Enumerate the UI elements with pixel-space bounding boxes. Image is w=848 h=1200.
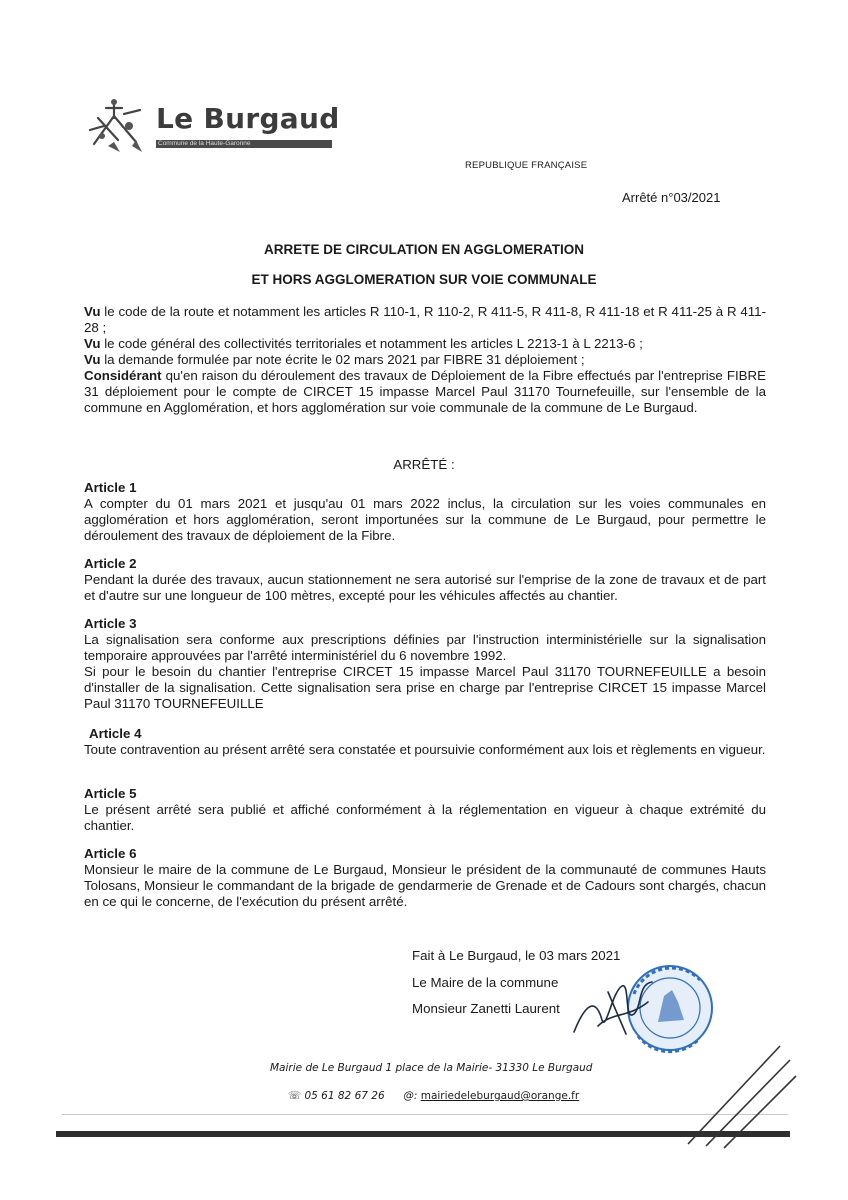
article-3 — [84, 616, 766, 712]
signature-name: Monsieur Zanetti Laurent — [412, 1001, 560, 1016]
article-title: Article 2 — [84, 556, 137, 571]
decree-title-line-1: ARRETE DE CIRCULATION EN AGGLOMERATION — [264, 242, 584, 257]
article-paragraph: A compter du 01 mars 2021 et jusqu'au 01 mars 2022 inclus, la circulation sur les voies communales en agglomération et hors agglomération, seront importunées sur la commune de Le Burgaud, pour permettre le déroulement des travaux de déploiement de la Fibre. — [84, 496, 766, 543]
preamble-lead: Vu — [84, 336, 101, 351]
email-label: @: — [403, 1090, 418, 1102]
article-paragraph: La signalisation sera conforme aux prescriptions définies par l'instruction interministérielle sur la signalisation temporaire approuvées par l'arrêté interministériel du 6 novembre 1992. — [84, 632, 766, 663]
preamble-item — [84, 304, 766, 336]
logo-title: Le Burgaud — [156, 102, 340, 135]
decree-number: Arrêté n°03/2021 — [622, 190, 721, 205]
phone-icon: ☏ — [288, 1090, 302, 1102]
municipality-logo — [84, 96, 340, 156]
article-paragraph: Si pour le besoin du chantier l'entreprise CIRCET 15 impasse Marcel Paul 31170 TOURNEFEUILLE a besoin d'installer de la signalisation. Cette signalisation sera prise en charge par l'entreprise CIRCET 15 impasse Marcel Paul 31170 TOURNEFEUILLE — [84, 664, 766, 711]
article-paragraph: Monsieur le maire de la commune de Le Burgaud, Monsieur le président de la communauté de communes Hauts Tolosans, Monsieur le commandant de la brigade de gendarmerie de Grenade et de Cadours sont chargés, chacun en ce qui le concerne, de l'exécution du présent arrêté. — [84, 862, 766, 909]
preamble-lead: Vu — [84, 304, 101, 319]
article-2 — [84, 556, 766, 604]
article-1 — [84, 480, 766, 544]
coat-of-arms-icon — [84, 96, 150, 156]
logo-tagline: Commune de la Haute-Garonne — [156, 140, 332, 148]
preamble-text: qu'en raison du déroulement des travaux de Déploiement de la Fibre effectués par l'entreprise FIBRE 31 déploiement pour le compte de CIRCET 15 impasse Marcel Paul 31170 Tournefeuille, sur l'ensemble de la commune en Agglomération, et hors agglomération sur voie communale de la commune de Le Burgaud. — [84, 368, 766, 415]
preamble-text: la demande formulée par note écrite le 02 mars 2021 par FIBRE 31 déploiement ; — [100, 352, 585, 367]
preamble-lead: Considérant — [84, 368, 162, 383]
preamble-lead: Vu — [84, 352, 101, 367]
footer-address: Mairie de Le Burgaud 1 place de la Mairie- 31330 Le Burgaud — [270, 1062, 593, 1074]
footer-email-link[interactable]: mairiedeleburgaud@orange.fr — [420, 1090, 580, 1102]
decorative-strokes-icon — [680, 1040, 800, 1150]
article-paragraph: Le présent arrêté sera publié et affiché conformément à la réglementation en vigueur à chaque extrémité du chantier. — [84, 802, 766, 833]
decree-heading: ARRÊTÉ : — [393, 457, 455, 472]
article-paragraph: Toute contravention au présent arrêté sera constatée et poursuivie conformément aux lois et règlements en vigueur. — [84, 742, 766, 757]
preamble-item — [84, 336, 766, 352]
signature-role: Le Maire de la commune — [412, 975, 559, 990]
decree-title-line-2: ET HORS AGGLOMERATION SUR VOIE COMMUNALE — [251, 272, 597, 287]
article-title: Article 1 — [84, 480, 137, 495]
article-paragraph: Pendant la durée des travaux, aucun stationnement ne sera autorisé sur l'emprise de la zone de travaux et de part et d'autre sur une longueur de 100 mètres, excepté pour les véhicules affectés au chantier. — [84, 572, 766, 603]
signature-place-date: Fait à Le Burgaud, le 03 mars 2021 — [412, 948, 621, 963]
footer-contact — [288, 1090, 579, 1102]
preamble — [84, 304, 766, 416]
article-title: Article 6 — [84, 846, 137, 861]
article-6 — [84, 846, 766, 910]
article-4 — [84, 726, 766, 758]
article-title: Article 5 — [84, 786, 137, 801]
preamble-text: le code général des collectivités territoriales et notamment les articles L 2213-1 à L 2213-6 ; — [100, 336, 643, 351]
footer-phone: 05 61 82 67 26 — [304, 1090, 385, 1102]
republic-heading: REPUBLIQUE FRANÇAISE — [465, 160, 588, 171]
preamble-item — [84, 368, 766, 416]
article-title: Article 4 — [89, 726, 142, 741]
article-5 — [84, 786, 766, 834]
preamble-item — [84, 352, 766, 368]
preamble-text: le code de la route et notamment les articles R 110-1, R 110-2, R 411-5, R 411-8, R 411-18 et R 411-25 à R 411-28 ; — [84, 304, 766, 335]
article-title: Article 3 — [84, 616, 137, 631]
